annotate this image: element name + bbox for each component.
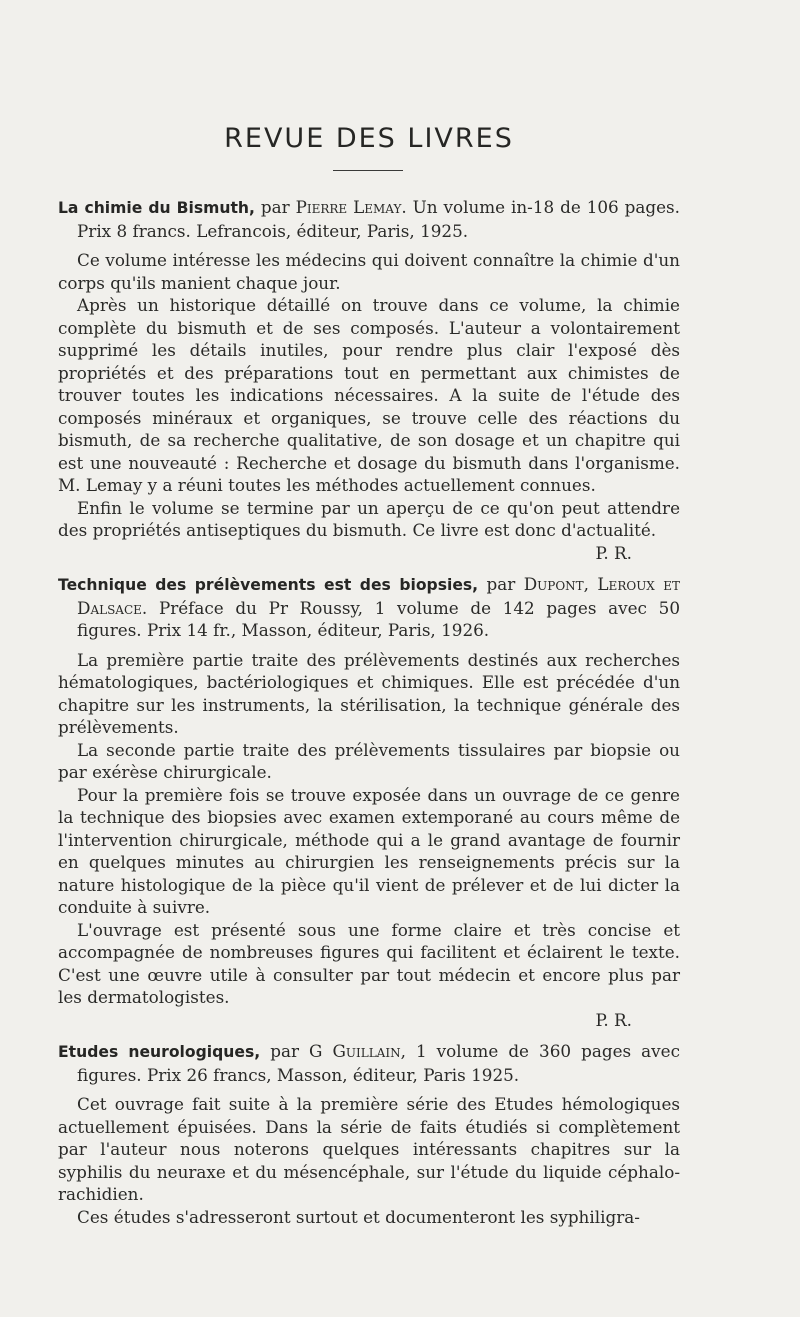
- reviewer-signature: P. R.: [595, 542, 632, 563]
- review-paragraph: Ces études s'adresseront surtout et documenteront les syphiligra-: [77, 1206, 640, 1227]
- by-label: par: [260, 197, 290, 217]
- book-author: Dupont, Leroux et Dalsace: [77, 574, 681, 618]
- page-title: REVUE DES LIVRES: [224, 123, 514, 154]
- by-label: par G: [270, 1041, 323, 1061]
- reviews-column: [58, 196, 680, 1237]
- review-paragraph: La première partie traite des prélèvements destinés aux recherches hématologiques, bactériologiques et chimiques. Elle est précédée d'un chapitre sur les instruments, la stérilisation, la technique générale des prélèvements.: [58, 649, 680, 737]
- review-neurologiques: [58, 1040, 680, 1228]
- book-author: Guillain: [332, 1041, 401, 1061]
- review-paragraph: La seconde partie traite des prélèvements tissulaires par biopsie ou par exérèse chirurgicale.: [58, 739, 680, 782]
- book-details: , 1 volume de 360 pages avec figures. Prix 26 francs, Masson, éditeur, Paris 1925.: [77, 1041, 680, 1085]
- book-review-page: [58, 0, 680, 1317]
- book-title: Technique des prélèvements est des biopsies,: [58, 576, 479, 594]
- title-divider: [333, 170, 403, 171]
- review-paragraph: Ce volume intéresse les médecins qui doivent connaître la chimie d'un corps qu'ils manient chaque jour.: [58, 250, 680, 293]
- review-paragraph: Après un historique détaillé on trouve dans ce volume, la chimie complète du bismuth et de ses composés. L'auteur a volontairement supprimé les détails inutiles, pour rendre plus clair l'exposé dès propriétés et des préparations tout en permettant aux chimistes de trouver toutes les indications nécessaires. A la suite de l'étude des composés minéraux et organiques, se trouve celle des réactions du bismuth, de sa recherche qualitative, de son dosage et un chapitre qui est une nouveauté : Recherche et dosage du bismuth dans l'organisme. M. Lemay y a réuni toutes les méthodes actuellement connues.: [58, 295, 680, 495]
- signature-line: [58, 1009, 680, 1032]
- review-heading: [58, 1040, 680, 1086]
- book-author: Pierre Lemay: [295, 197, 402, 217]
- review-bismuth: [58, 196, 680, 564]
- review-biopsies: [58, 573, 680, 1031]
- review-paragraph-last: [58, 497, 680, 542]
- review-paragraph-last: [58, 919, 680, 1009]
- book-title: Etudes neurologiques,: [58, 1043, 261, 1061]
- reviewer-signature: P. R.: [595, 1009, 632, 1030]
- by-label: par: [486, 574, 516, 594]
- review-heading: [58, 573, 680, 642]
- review-last-text: Enfin le volume se termine par un aperçu de ce qu'on peut attendre des propriétés antiseptiques du bismuth. Ce livre est donc d'actualité.: [58, 497, 680, 540]
- review-paragraph: Cet ouvrage fait suite à la première série des Etudes hémologiques actuellement épuisées. Dans la série de faits étudiés si complètement par l'auteur nous noterons quelques intéressants chapitres sur la syphilis du neuraxe et du mésencéphale, sur l'étude du liquide céphalo-rachidien.: [58, 1094, 680, 1204]
- book-details: . Un volume in-18 de 106 pages. Prix 8 francs. Lefrancois, éditeur, Paris, 1925.: [77, 197, 680, 241]
- book-details: . Préface du Pr Roussy, 1 volume de 142 pages avec 50 figures. Prix 14 fr., Masson, éditeur, Paris, 1926.: [77, 597, 680, 640]
- review-last-text: L'ouvrage est présenté sous une forme claire et très concise et accompagnée de nombreuses figures qui facilitent et éclairent le texte. C'est une œuvre utile à consulter par tout médecin et encore plus par les dermatologistes.: [58, 919, 680, 1007]
- signature-line: [58, 542, 680, 565]
- review-paragraph: Pour la première fois se trouve exposée dans un ouvrage de ce genre la technique des biopsies avec examen extemporané au cours même de l'intervention chirurgicale, méthode qui a le grand avantage de fournir en quelques minutes au chirurgien les renseignements précis sur la nature histologique de la pièce qu'il vient de prélever et de lui dicter la conduite à suivre.: [58, 784, 680, 917]
- book-title: La chimie du Bismuth,: [58, 199, 255, 217]
- review-heading: [58, 196, 680, 242]
